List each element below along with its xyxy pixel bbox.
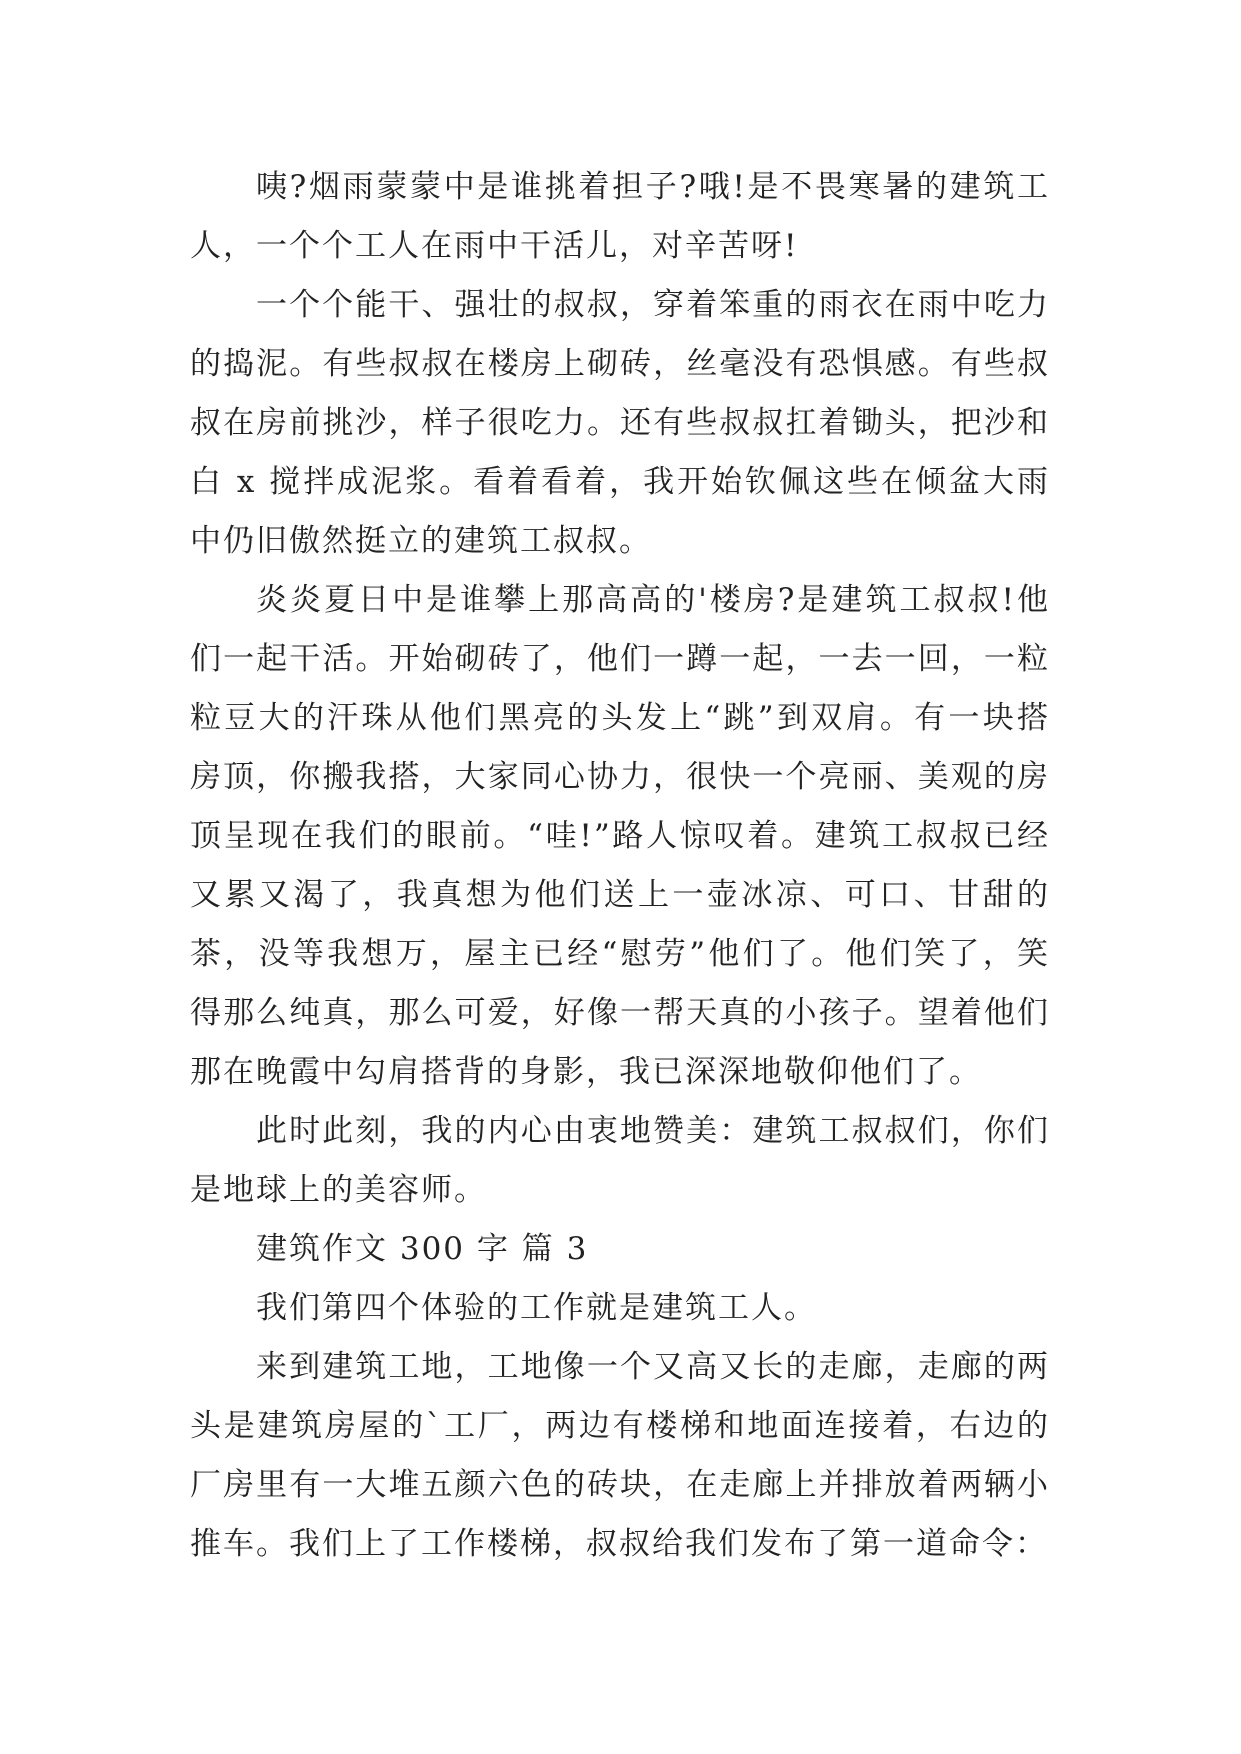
paragraph-construction-site-description: 来到建筑工地，工地像一个又高又长的走廊，走廊的两头是建筑房屋的`工厂，两边有楼梯和地面连接着，右边的厂房里有一大堆五颜六色的砖块，在走廊上并排放着两辆小推车。我们上了工作楼梯，叔叔给我们发布了第一道命令： — [190, 1349, 1050, 1562]
essay-body — [190, 158, 1050, 1574]
paragraph-rainy-day-workers: 咦?烟雨蒙蒙中是谁挑着担子?哦!是不畏寒暑的建筑工人，一个个工人在雨中干活儿，对辛苦呀! — [190, 169, 1050, 264]
paragraph-summer-roof-building: 炎炎夏日中是谁攀上那高高的'楼房?是建筑工叔叔!他们一起干活。开始砌砖了，他们一蹲一起，一去一回，一粒粒豆大的汗珠从他们黑亮的头发上“跳”到双肩。有一块搭房顶，你搬我搭，大家同心协力，很快一个亮丽、美观的房顶呈现在我们的眼前。“哇!”路人惊叹着。建筑工叔叔已经又累又渴了，我真想为他们送上一壶冰凉、可口、甘甜的茶，没等我想万，屋主已经“慰劳”他们了。他们笑了，笑得那么纯真，那么可爱，好像一帮天真的小孩子。望着他们那在晚霞中勾肩搭背的身影，我已深深地敬仰他们了。 — [190, 582, 1050, 1090]
section-heading-part-3: 建筑作文 300 字 篇 3 — [256, 1231, 589, 1267]
paragraph-uncles-working-in-rain: 一个个能干、强壮的叔叔，穿着笨重的雨衣在雨中吃力的捣泥。有些叔叔在楼房上砌砖，丝毫没有恐惧感。有些叔叔在房前挑沙，样子很吃力。还有些叔叔扛着锄头，把沙和白 x 搅拌成泥浆。看着看着，我开始钦佩这些在倾盆大雨中仍旧傲然挺立的建筑工叔叔。 — [190, 287, 1050, 559]
paragraph-fourth-job-intro: 我们第四个体验的工作就是建筑工人。 — [256, 1290, 817, 1326]
paragraph-praise-conclusion: 此时此刻，我的内心由衷地赞美：建筑工叔叔们，你们是地球上的美容师。 — [190, 1113, 1050, 1208]
